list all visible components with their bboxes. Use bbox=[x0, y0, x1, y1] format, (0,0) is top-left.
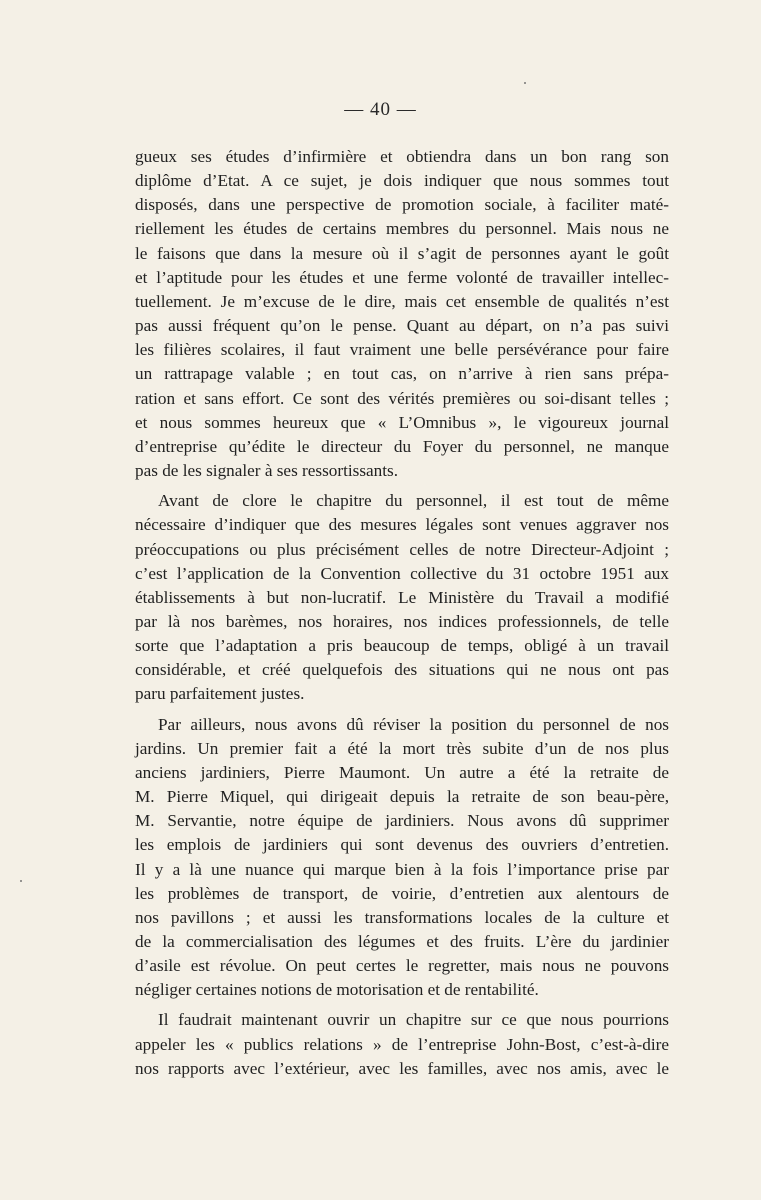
text-line: nécessaire d’indiquer que des mesures légales sont venues aggraver nos bbox=[135, 515, 669, 535]
text-line: riellement les études de certains membres du personnel. Mais nous ne bbox=[135, 219, 669, 239]
text-line: ration et sans effort. Ce sont des vérités premières ou soi-disant telles ; bbox=[135, 388, 669, 408]
text-line: d’asile est révolue. On peut certes le regretter, mais nous ne pouvons bbox=[135, 956, 669, 976]
text-line: un rattrapage valable ; en tout cas, on n’arrive à rien sans prépa- bbox=[135, 364, 669, 384]
text-line: de la commercialisation des légumes et des fruits. L’ère du jardinier bbox=[135, 932, 669, 951]
text-line: pas de les signaler à ses ressortissants. bbox=[135, 461, 399, 481]
text-line: gueux ses études d’infirmière et obtiendra dans un bon rang son bbox=[135, 147, 669, 166]
text-line: M. Servantie, notre équipe de jardiniers. Nous avons dû supprimer bbox=[135, 811, 669, 831]
text-line: nos rapports avec l’extérieur, avec les familles, avec nos amis, avec le bbox=[135, 1058, 669, 1078]
text-line: sorte que l’adaptation a pris beaucoup de temps, obligé à un travail bbox=[135, 636, 669, 656]
text-line: le faisons que dans la mesure où il s’agit de personnes ayant le goût bbox=[135, 243, 669, 263]
text-line: établissements à but non-lucratif. Le Ministère du Travail a modifié bbox=[135, 587, 669, 607]
text-line: tuellement. Je m’excuse de le dire, mais cet ensemble de qualités n’est bbox=[135, 291, 669, 311]
paragraph bbox=[135, 713, 669, 1003]
text-line: négliger certaines notions de motorisation et de rentabilité. bbox=[135, 980, 539, 1000]
text-line: Il y a là une nuance qui marque bien à la fois l’importance prise par bbox=[135, 859, 669, 879]
speck-mark bbox=[20, 880, 22, 882]
text-line: considérable, et créé quelquefois des situations qui ne nous ont pas bbox=[135, 660, 669, 680]
paragraph bbox=[135, 489, 669, 706]
text-line: c’est l’application de la Convention collective du 31 octobre 1951 aux bbox=[135, 563, 669, 583]
text-line: anciens jardiniers, Pierre Maumont. Un autre a été la retraite de bbox=[135, 762, 669, 782]
text-line: et nous sommes heureux que « L’Omnibus », le vigoureux journal bbox=[135, 412, 669, 432]
paragraph bbox=[135, 1008, 669, 1080]
speck-mark bbox=[524, 82, 526, 84]
text-line: Il faudrait maintenant ouvrir un chapitre sur ce que nous pourrions bbox=[158, 1010, 669, 1030]
page-number: — 40 — bbox=[344, 99, 417, 120]
text-line: Avant de clore le chapitre du personnel, il est tout de même bbox=[158, 491, 669, 511]
text-line: préoccupations ou plus précisément celles de notre Directeur-Adjoint ; bbox=[135, 539, 669, 559]
paragraph bbox=[135, 145, 669, 483]
text-line: jardins. Un premier fait a été la mort très subite d’un de nos plus bbox=[135, 738, 669, 758]
text-line: paru parfaitement justes. bbox=[135, 684, 305, 704]
text-line: Par ailleurs, nous avons dû réviser la position du personnel de nos bbox=[158, 714, 669, 734]
text-line: diplôme d’Etat. A ce sujet, je dois indiquer que nous sommes tout bbox=[135, 171, 669, 191]
text-line: M. Pierre Miquel, qui dirigeait depuis la retraite de son beau-père, bbox=[135, 787, 669, 807]
text-line: appeler les « publics relations » de l’entreprise John-Bost, c’est-à-dire bbox=[135, 1034, 669, 1054]
text-line: les emplois de jardiniers qui sont devenus des ouvriers d’entretien. bbox=[135, 835, 669, 855]
text-line: nos pavillons ; et aussi les transformations locales de la culture et bbox=[135, 907, 669, 927]
text-line: disposés, dans une perspective de promotion sociale, à faciliter maté- bbox=[135, 195, 669, 215]
text-line: les filières scolaires, il faut vraiment une belle persévérance pour faire bbox=[135, 340, 669, 360]
body-text bbox=[135, 145, 669, 1081]
text-line: les problèmes de transport, de voirie, d’entretien aux alentours de bbox=[135, 883, 669, 903]
text-line: pas aussi fréquent qu’on le pense. Quant au départ, on n’a pas suivi bbox=[135, 316, 669, 336]
text-line: et l’aptitude pour les études et une ferme volonté de travailler intellec- bbox=[135, 267, 669, 287]
text-line: par là nos barèmes, nos horaires, nos indices professionnels, de telle bbox=[135, 611, 669, 631]
text-line: d’entreprise qu’édite le directeur du Foyer du personnel, ne manque bbox=[135, 436, 669, 456]
